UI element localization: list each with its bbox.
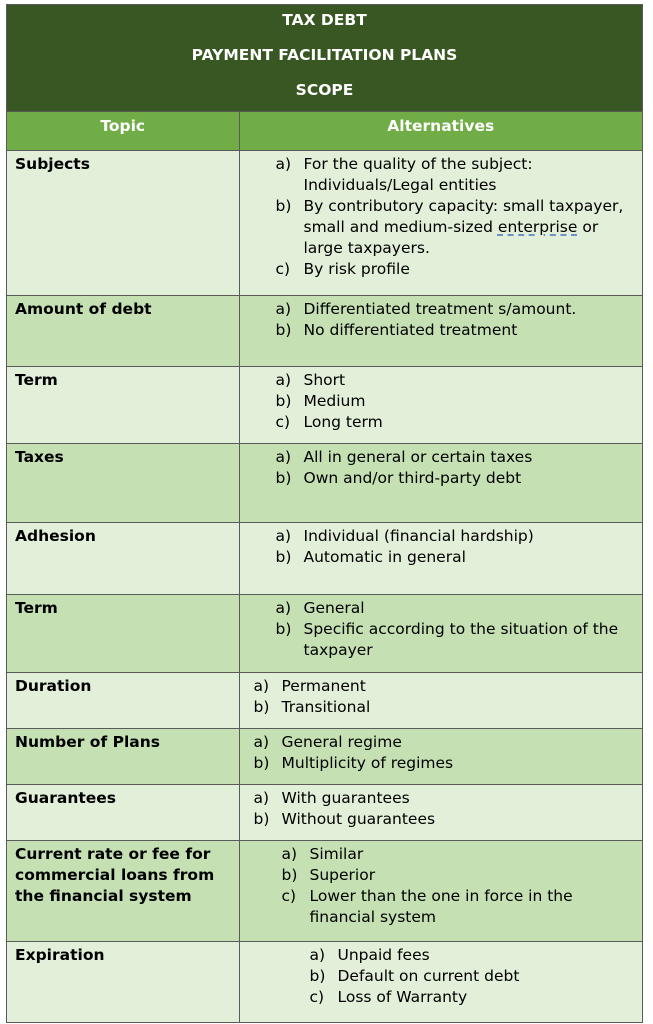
row-alternatives (239, 941, 642, 1022)
alternatives-list (254, 788, 637, 830)
list-item (310, 966, 637, 987)
list-item-text: Unpaid fees (337, 945, 430, 964)
list-item (282, 865, 637, 886)
list-item (254, 809, 637, 830)
list-marker: b) (275, 619, 292, 638)
list-marker: a) (275, 526, 292, 545)
list-marker: a) (275, 447, 292, 466)
row-alternatives (239, 728, 642, 784)
alternatives-list (254, 732, 637, 774)
table-row (7, 728, 642, 784)
list-item-text: Medium (303, 391, 366, 410)
table-row (7, 594, 642, 672)
list-item-text: For the quality of the subject: Individuals/Legal entities (303, 154, 533, 194)
header-topic: Topic (7, 112, 239, 150)
list-marker: b) (281, 865, 298, 884)
alternatives-list (276, 370, 637, 433)
spellcheck-underline: enterprise (497, 217, 578, 236)
table-row (7, 295, 642, 366)
list-item (276, 412, 637, 433)
row-topic: Amount of debt (7, 295, 239, 366)
list-item (276, 320, 637, 341)
list-item-text: By contributory capacity: small taxpayer, small and medium-sized enterprise or large taxpayers. (303, 196, 624, 257)
list-item (254, 697, 637, 718)
row-topic: Term (7, 594, 239, 672)
row-alternatives (239, 443, 642, 522)
row-topic: Number of Plans (7, 728, 239, 784)
list-marker: b) (253, 753, 270, 772)
alternatives-list (276, 526, 637, 568)
list-marker: b) (275, 196, 292, 215)
list-item-text: Differentiated treatment s/amount. (303, 299, 577, 318)
list-item-text: No differentiated treatment (303, 320, 518, 339)
row-alternatives (239, 840, 642, 941)
list-item (310, 945, 637, 966)
list-item-text: All in general or certain taxes (303, 447, 533, 466)
table-row (7, 672, 642, 728)
list-marker: a) (275, 299, 292, 318)
list-item-text: Default on current debt (337, 966, 520, 985)
list-item (276, 526, 637, 547)
row-topic: Taxes (7, 443, 239, 522)
list-marker: b) (253, 809, 270, 828)
alternatives-list (276, 299, 637, 341)
row-topic: Current rate or fee for commercial loans from the financial system (7, 840, 239, 941)
list-marker: c) (275, 259, 291, 278)
list-item (276, 259, 637, 280)
list-marker: a) (281, 844, 298, 863)
table-row (7, 443, 642, 522)
list-marker: a) (253, 676, 270, 695)
list-item-text: Specific according to the situation of the taxpayer (303, 619, 619, 659)
list-marker: b) (275, 547, 292, 566)
list-marker: c) (281, 886, 297, 905)
list-marker: c) (309, 987, 325, 1006)
list-item-text: Short (303, 370, 346, 389)
list-item (254, 753, 637, 774)
title-line-2: PAYMENT FACILITATION PLANS (191, 46, 458, 64)
list-marker: a) (253, 788, 270, 807)
title-line-1: TAX DEBT (282, 11, 367, 29)
list-item-text: Transitional (281, 697, 371, 716)
list-item (282, 844, 637, 865)
list-marker: a) (275, 154, 292, 173)
list-item (254, 788, 637, 809)
alternatives-list (254, 676, 637, 718)
list-item (254, 732, 637, 753)
list-item (254, 676, 637, 697)
alternatives-list (282, 844, 637, 928)
list-item (276, 547, 637, 568)
list-item (276, 619, 637, 661)
list-item (276, 468, 637, 489)
list-item (276, 391, 637, 412)
list-item (276, 196, 637, 259)
list-item-text: General (303, 598, 365, 617)
row-alternatives (239, 672, 642, 728)
list-item-text: Lower than the one in force in the financial system (309, 886, 573, 926)
row-topic: Adhesion (7, 522, 239, 594)
scope-table (7, 112, 642, 1022)
list-item (276, 447, 637, 468)
list-item (276, 598, 637, 619)
list-item-text: Multiplicity of regimes (281, 753, 454, 772)
list-item (310, 987, 637, 1008)
alternatives-list (276, 598, 637, 661)
list-item-text: Individual (financial hardship) (303, 526, 534, 545)
table-row (7, 150, 642, 295)
list-item-text: Permanent (281, 676, 366, 695)
list-marker: b) (253, 697, 270, 716)
list-marker: b) (309, 966, 326, 985)
list-item (276, 154, 637, 196)
alternatives-list (276, 154, 637, 280)
list-marker: b) (275, 391, 292, 410)
row-alternatives (239, 594, 642, 672)
row-alternatives (239, 366, 642, 443)
list-item (276, 299, 637, 320)
list-marker: a) (275, 598, 292, 617)
list-marker: a) (253, 732, 270, 751)
list-marker: a) (275, 370, 292, 389)
row-topic: Guarantees (7, 784, 239, 840)
table-row (7, 366, 642, 443)
row-topic: Term (7, 366, 239, 443)
table-row (7, 941, 642, 1022)
row-topic: Duration (7, 672, 239, 728)
list-item-text: With guarantees (281, 788, 410, 807)
list-item-text: Loss of Warranty (337, 987, 468, 1006)
list-item (282, 886, 637, 928)
list-marker: a) (309, 945, 326, 964)
row-alternatives (239, 295, 642, 366)
table-body (7, 150, 642, 1022)
row-alternatives (239, 522, 642, 594)
list-item-text: Automatic in general (303, 547, 466, 566)
list-marker: c) (275, 412, 291, 431)
list-item-text: Similar (309, 844, 364, 863)
row-alternatives (239, 784, 642, 840)
list-item (276, 370, 637, 391)
row-topic: Expiration (7, 941, 239, 1022)
row-alternatives (239, 150, 642, 295)
list-item-text: By risk profile (303, 259, 410, 278)
title-block (7, 5, 642, 112)
list-item-text: Own and/or third-party debt (303, 468, 522, 487)
row-topic: Subjects (7, 150, 239, 295)
list-item-text: General regime (281, 732, 402, 751)
list-marker: b) (275, 468, 292, 487)
table-row (7, 784, 642, 840)
document-table-container (6, 4, 643, 1023)
table-row (7, 840, 642, 941)
list-item-text: Superior (309, 865, 376, 884)
list-item-text: Long term (303, 412, 383, 431)
table-row (7, 522, 642, 594)
list-item-text: Without guarantees (281, 809, 436, 828)
title-line-3: SCOPE (295, 81, 354, 99)
header-alternatives: Alternatives (239, 112, 642, 150)
alternatives-list (310, 945, 637, 1008)
list-marker: b) (275, 320, 292, 339)
alternatives-list (276, 447, 637, 489)
